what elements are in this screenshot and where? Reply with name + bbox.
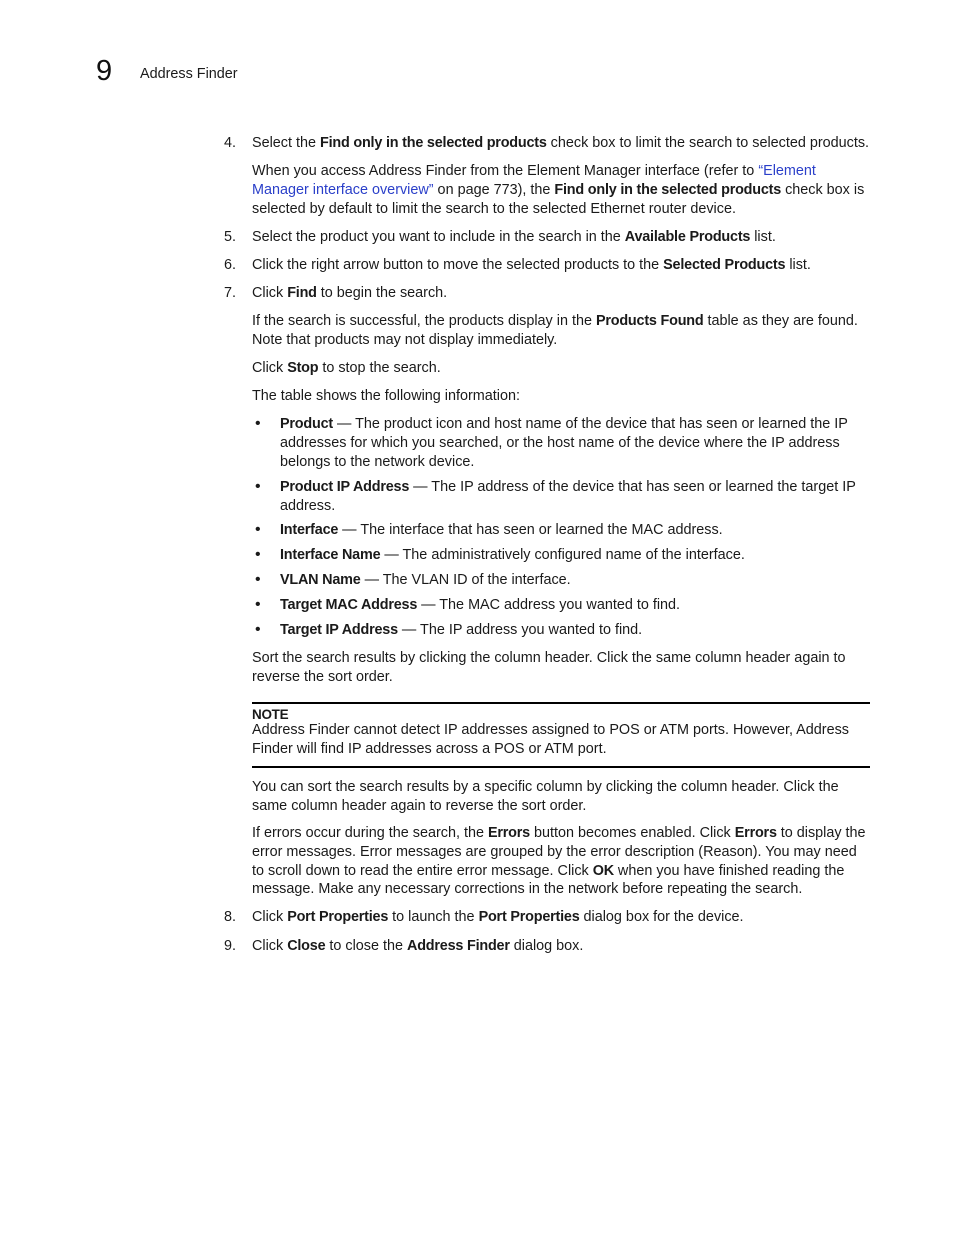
ui-label: Address Finder [407,938,510,954]
ui-label: Close [287,938,326,954]
ui-label: Port Properties [478,909,580,925]
step-6-text: Click the right arrow button to move the selected products to the Selected Products list. [252,257,811,273]
ui-label: Errors [734,825,777,841]
step-4-detail: When you access Address Finder from the Element Manager interface (refer to “Element Manager interface overview” on page 773), the Find only in the selected products check box is selected by default to limit the search to the selected Ethernet router device. [252,163,865,217]
step-7-para-2: Click Stop to stop the search. [252,360,441,376]
bullet-glyph: • [255,621,261,638]
step-5-number: 5. [224,229,237,245]
step-9-number: 9. [224,938,237,954]
ui-label: Stop [287,360,319,376]
bullet-item: Target IP Address — The IP address you wanted to find. [280,622,643,638]
ui-label: Selected Products [663,257,786,273]
bullet-glyph: • [255,596,261,613]
step-4-number: 4. [224,135,237,151]
ui-label: OK [592,862,614,879]
ui-label: Find [287,285,317,301]
bullet-item: Interface — The interface that has seen or learned the MAC address. [280,522,723,538]
ui-label: Find only in the selected products [554,181,782,198]
step-4-text: Select the Find only in the selected products check box to limit the search to selected products. [252,135,870,151]
element-manager-link[interactable]: “Element Manager interface overview” [252,163,816,198]
bullet-glyph: • [255,521,261,538]
errors-paragraph: If errors occur during the search, the Errors button becomes enabled. Click Errors to display the error messages. Error messages are grouped by the error description (Reason). You may need to scroll down to read the entire error message. Click OK when you have finished reading the message. Make any necessary corrections in the network before repeating the search. [252,825,866,898]
bullet-item: Product IP Address — The IP address of the device that has seen or learned the target IP address. [280,479,856,514]
step-9-text: Click Close to close the Address Finder dialog box. [252,938,584,954]
bullet-item: Product — The product icon and host name of the device that has seen or learned the IP addresses for which you searched, or the host name of the device where the IP address belongs to the network device. [280,416,848,470]
bullet-glyph: • [255,478,261,495]
step-5-text: Select the product you want to include in the search in the Available Products list. [252,229,776,245]
step-7-text: Click Find to begin the search. [252,285,448,301]
chapter-number: 9 [96,55,113,87]
ui-label: Available Products [624,229,751,245]
bullet-item: Interface Name — The administratively configured name of the interface. [280,547,745,563]
page-header [0,0,954,100]
step-7-number: 7. [224,285,237,301]
bullet-item: Target MAC Address — The MAC address you wanted to find. [280,597,681,613]
note-label: NOTE [252,707,289,722]
bullet-glyph: • [255,571,261,588]
bullet-glyph: • [255,415,261,432]
bullet-item: VLAN Name — The VLAN ID of the interface. [280,572,571,588]
ui-label: Find only in the selected products [320,135,547,151]
step-8-text: Click Port Properties to launch the Port Properties dialog box for the device. [252,909,744,925]
step-7-para-3: The table shows the following information: [252,388,520,404]
note-text: Address Finder cannot detect IP addresses assigned to POS or ATM ports. However, Address Finder will find IP addresses across a POS or ATM port. [252,722,849,757]
step-6-number: 6. [224,257,237,273]
sort-paragraph: Sort the search results by clicking the column header. Click the same column header again to reverse the sort order. [252,650,846,685]
note-bottom-rule [252,766,870,768]
ui-label: Products Found [595,313,704,329]
note-top-rule [252,702,870,704]
ui-label: Port Properties [287,909,389,925]
sort-paragraph-2: You can sort the search results by a specific column by clicking the column header. Click the same column header again to reverse the sort order. [252,779,839,814]
bullet-glyph: • [255,546,261,563]
step-7-para-1: If the search is successful, the products display in the Products Found table as they are found. Note that products may not display immediately. [252,313,858,348]
ui-label: Errors [487,825,530,841]
step-8-number: 8. [224,909,237,925]
chapter-title: Address Finder [140,66,238,82]
